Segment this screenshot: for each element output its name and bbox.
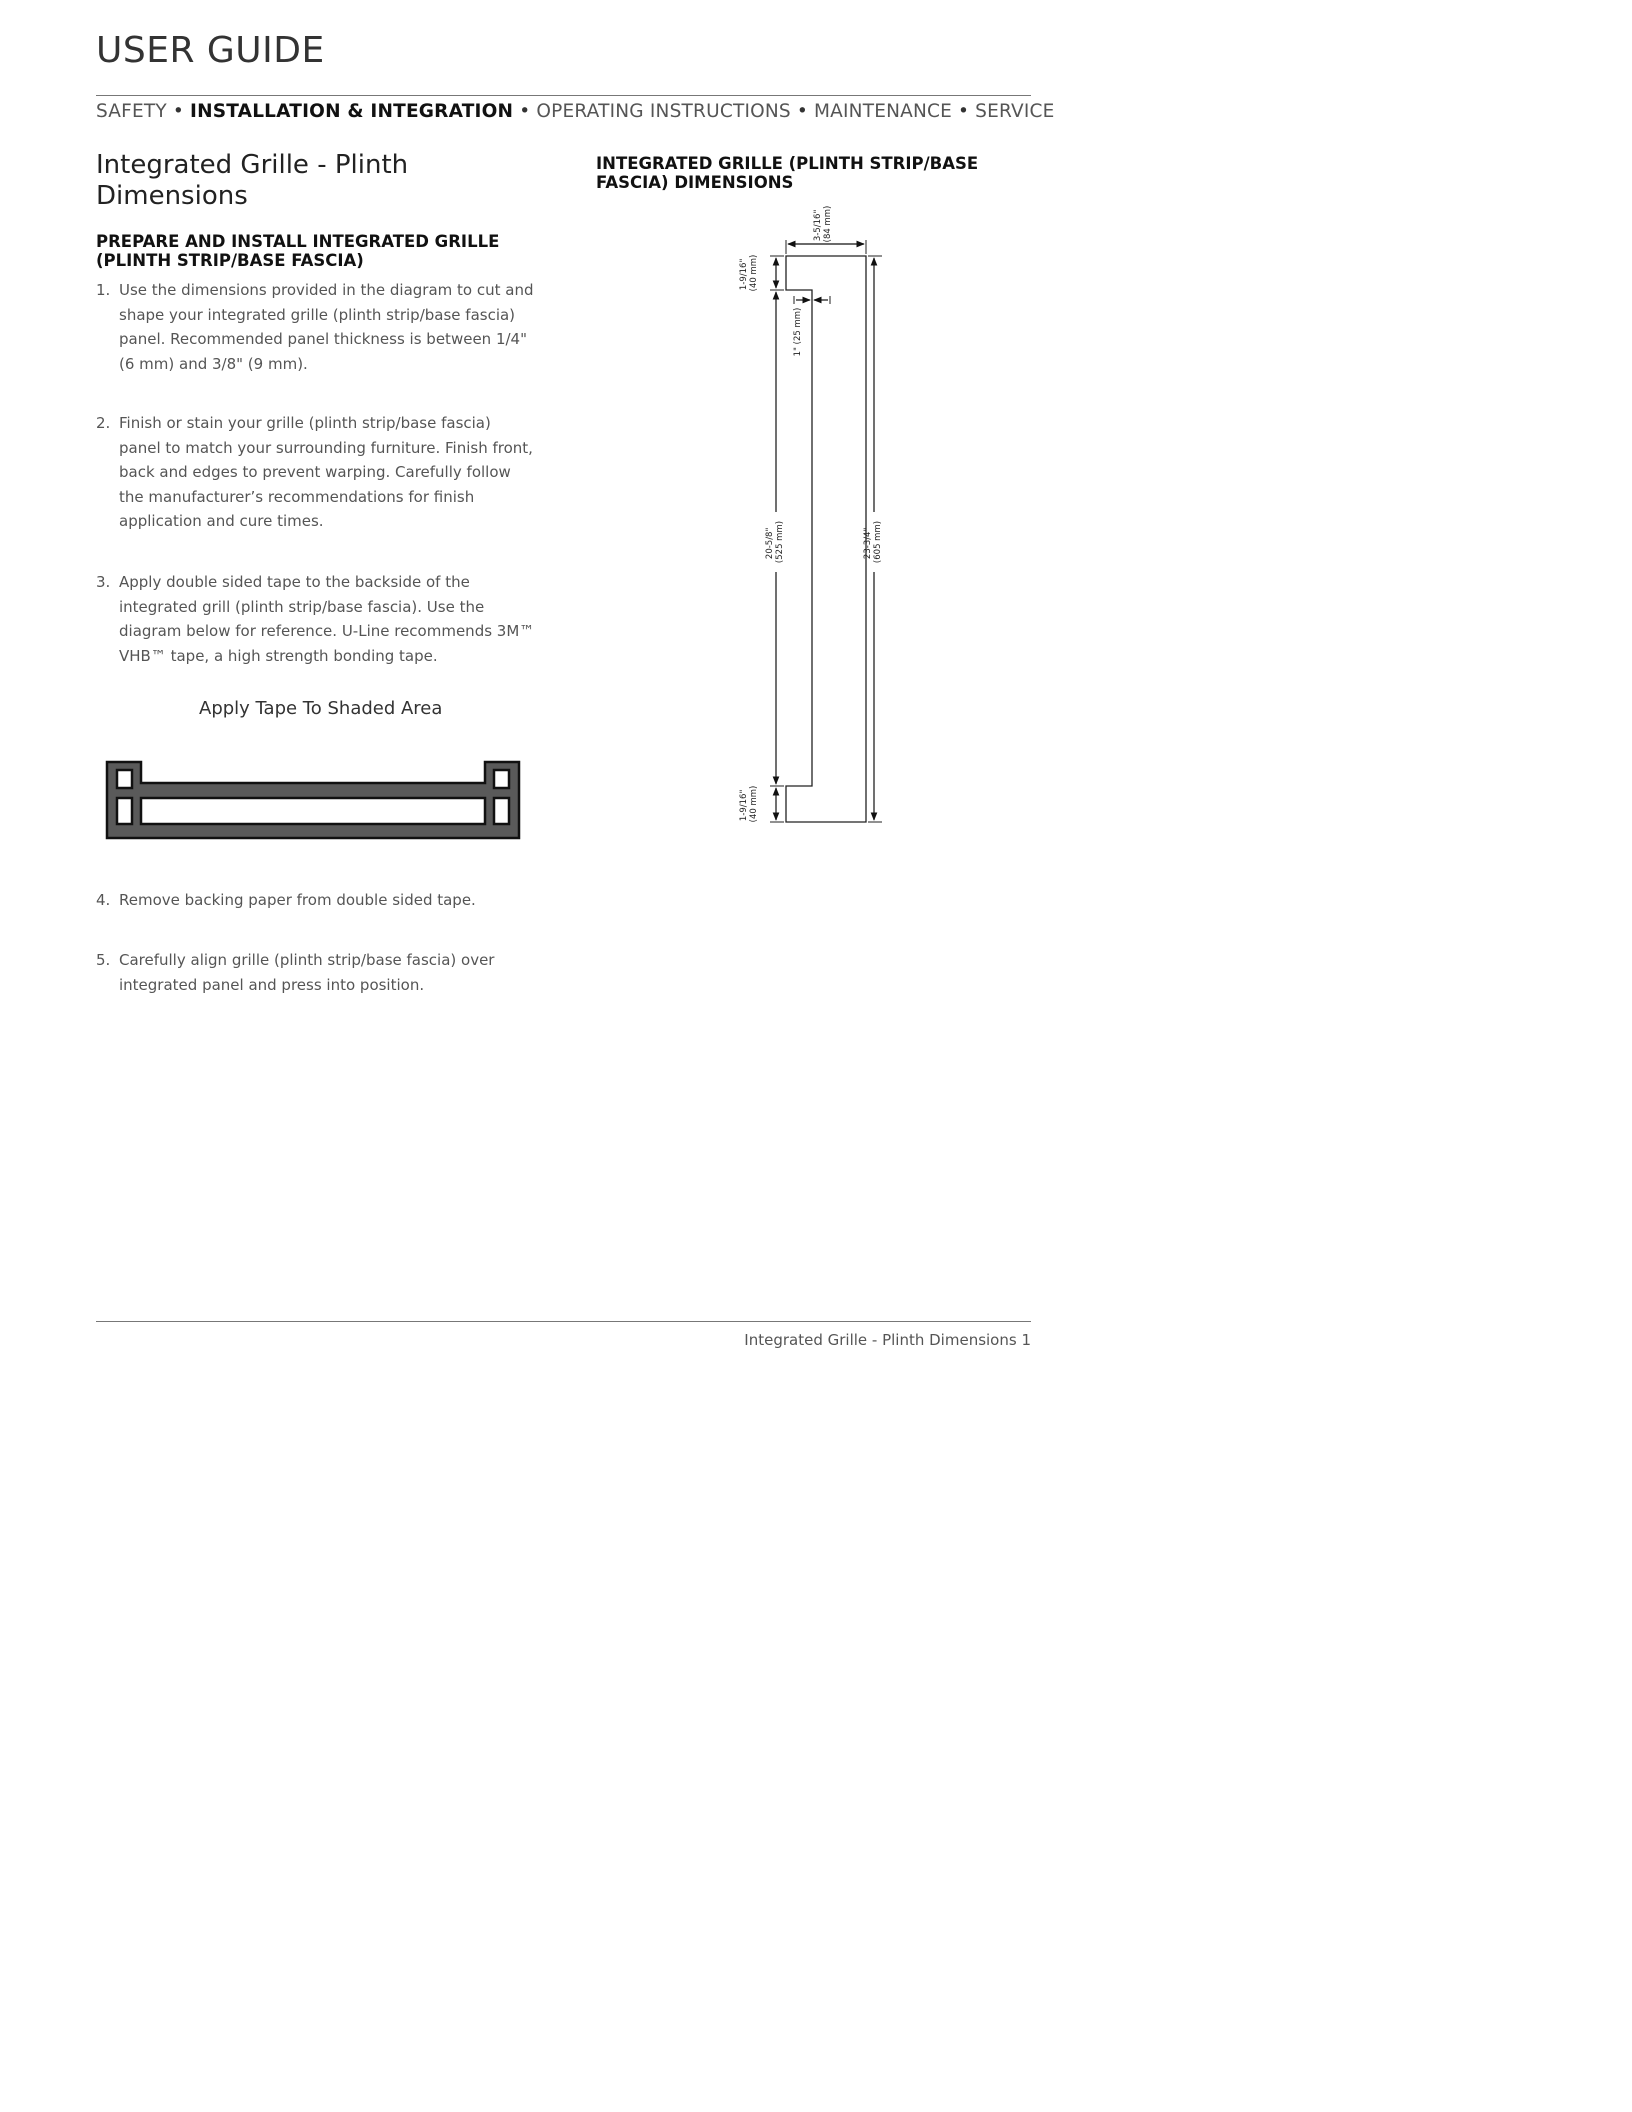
nav-separator: • [958,101,970,122]
svg-text:1-9/16" (40 mm) [739,786,759,823]
nav-item-installation-integration: INSTALLATION & INTEGRATION [190,101,514,122]
svg-text:3-5/16" (84 mm) [813,206,833,243]
dim-inset: 1" (25 mm) [793,307,803,357]
nav-item-service: SERVICE [975,101,1055,122]
dim-total-inch: 23-3/4" [863,527,873,560]
step-4 [96,888,536,913]
dim-top-width-inch: 3-5/16" [813,209,823,242]
header-rule [96,95,1031,96]
dim-bottom-tab-inch: 1-9/16" [739,789,749,822]
step-text: Use the dimensions provided in the diagram to cut and shape your integrated grille (plinth strip/base fascia) panel. Recommended panel thickness is between 1/4" (6 mm) and 3/8" (9 mm). [119,281,534,373]
step-1 [96,278,536,376]
tape-diagram [104,756,524,842]
section-nav [96,101,1055,122]
step-number: 5. [96,951,111,969]
nav-item-safety: SAFETY [96,101,167,122]
nav-item-operating-instructions: OPERATING INSTRUCTIONS [536,101,791,122]
step-text: Apply double sided tape to the backside of the integrated grill (plinth strip/base fascia). Use the diagram below for reference. U-Line recommends 3M™ VHB™ tape, a high strength bonding tape. [119,573,535,665]
dim-bottom-tab-mm: (40 mm) [749,785,759,823]
svg-text:20-5/8" (525 mm) [765,521,785,563]
nav-separator: • [796,101,808,122]
page-title: Integrated Grille - Plinth Dimensions [96,150,409,211]
step-number: 4. [96,891,111,909]
step-number: 2. [96,414,111,432]
nav-item-maintenance: MAINTENANCE [813,101,953,122]
step-number: 3. [96,573,111,591]
svg-text:1" (25 mm) [793,308,803,357]
dim-middle-inch: 20-5/8" [765,527,775,560]
step-text: Finish or stain your grille (plinth strip/base fascia) panel to match your surrounding furniture. Finish front, back and edges to prevent warping. Carefully follow the manufacturer’s recommendations for finish application and cure times. [119,414,533,530]
footer-rule [96,1321,1031,1322]
step-text: Remove backing paper from double sided tape. [119,891,476,909]
svg-text:1-9/16" (40 mm) [739,255,759,292]
page-footer: Integrated Grille - Plinth Dimensions 1 [744,1331,1031,1349]
step-5 [96,948,536,997]
document-title: USER GUIDE [96,30,325,71]
step-number: 1. [96,281,111,299]
nav-separator: • [172,101,184,122]
dim-top-width-mm: (84 mm) [823,205,833,243]
step-2 [96,411,536,534]
dim-middle-mm: (525 mm) [775,520,785,564]
step-3 [96,570,536,668]
section-subheading: PREPARE AND INSTALL INTEGRATED GRILLE (PLINTH STRIP/BASE FASCIA) [96,232,500,270]
dimensions-diagram [720,200,920,840]
dim-top-tab-mm: (40 mm) [749,254,759,292]
tape-frame-shaded [107,762,519,838]
tape-diagram-caption: Apply Tape To Shaded Area [199,698,443,719]
nav-separator: • [519,101,531,122]
diagram-heading: INTEGRATED GRILLE (PLINTH STRIP/BASE FASCIA) DIMENSIONS [596,154,979,192]
dim-top-tab-inch: 1-9/16" [739,258,749,291]
step-text: Carefully align grille (plinth strip/base fascia) over integrated panel and press into position. [119,951,495,994]
svg-text:23-3/4" (605 mm) [863,521,883,563]
dim-total-mm: (605 mm) [873,520,883,564]
